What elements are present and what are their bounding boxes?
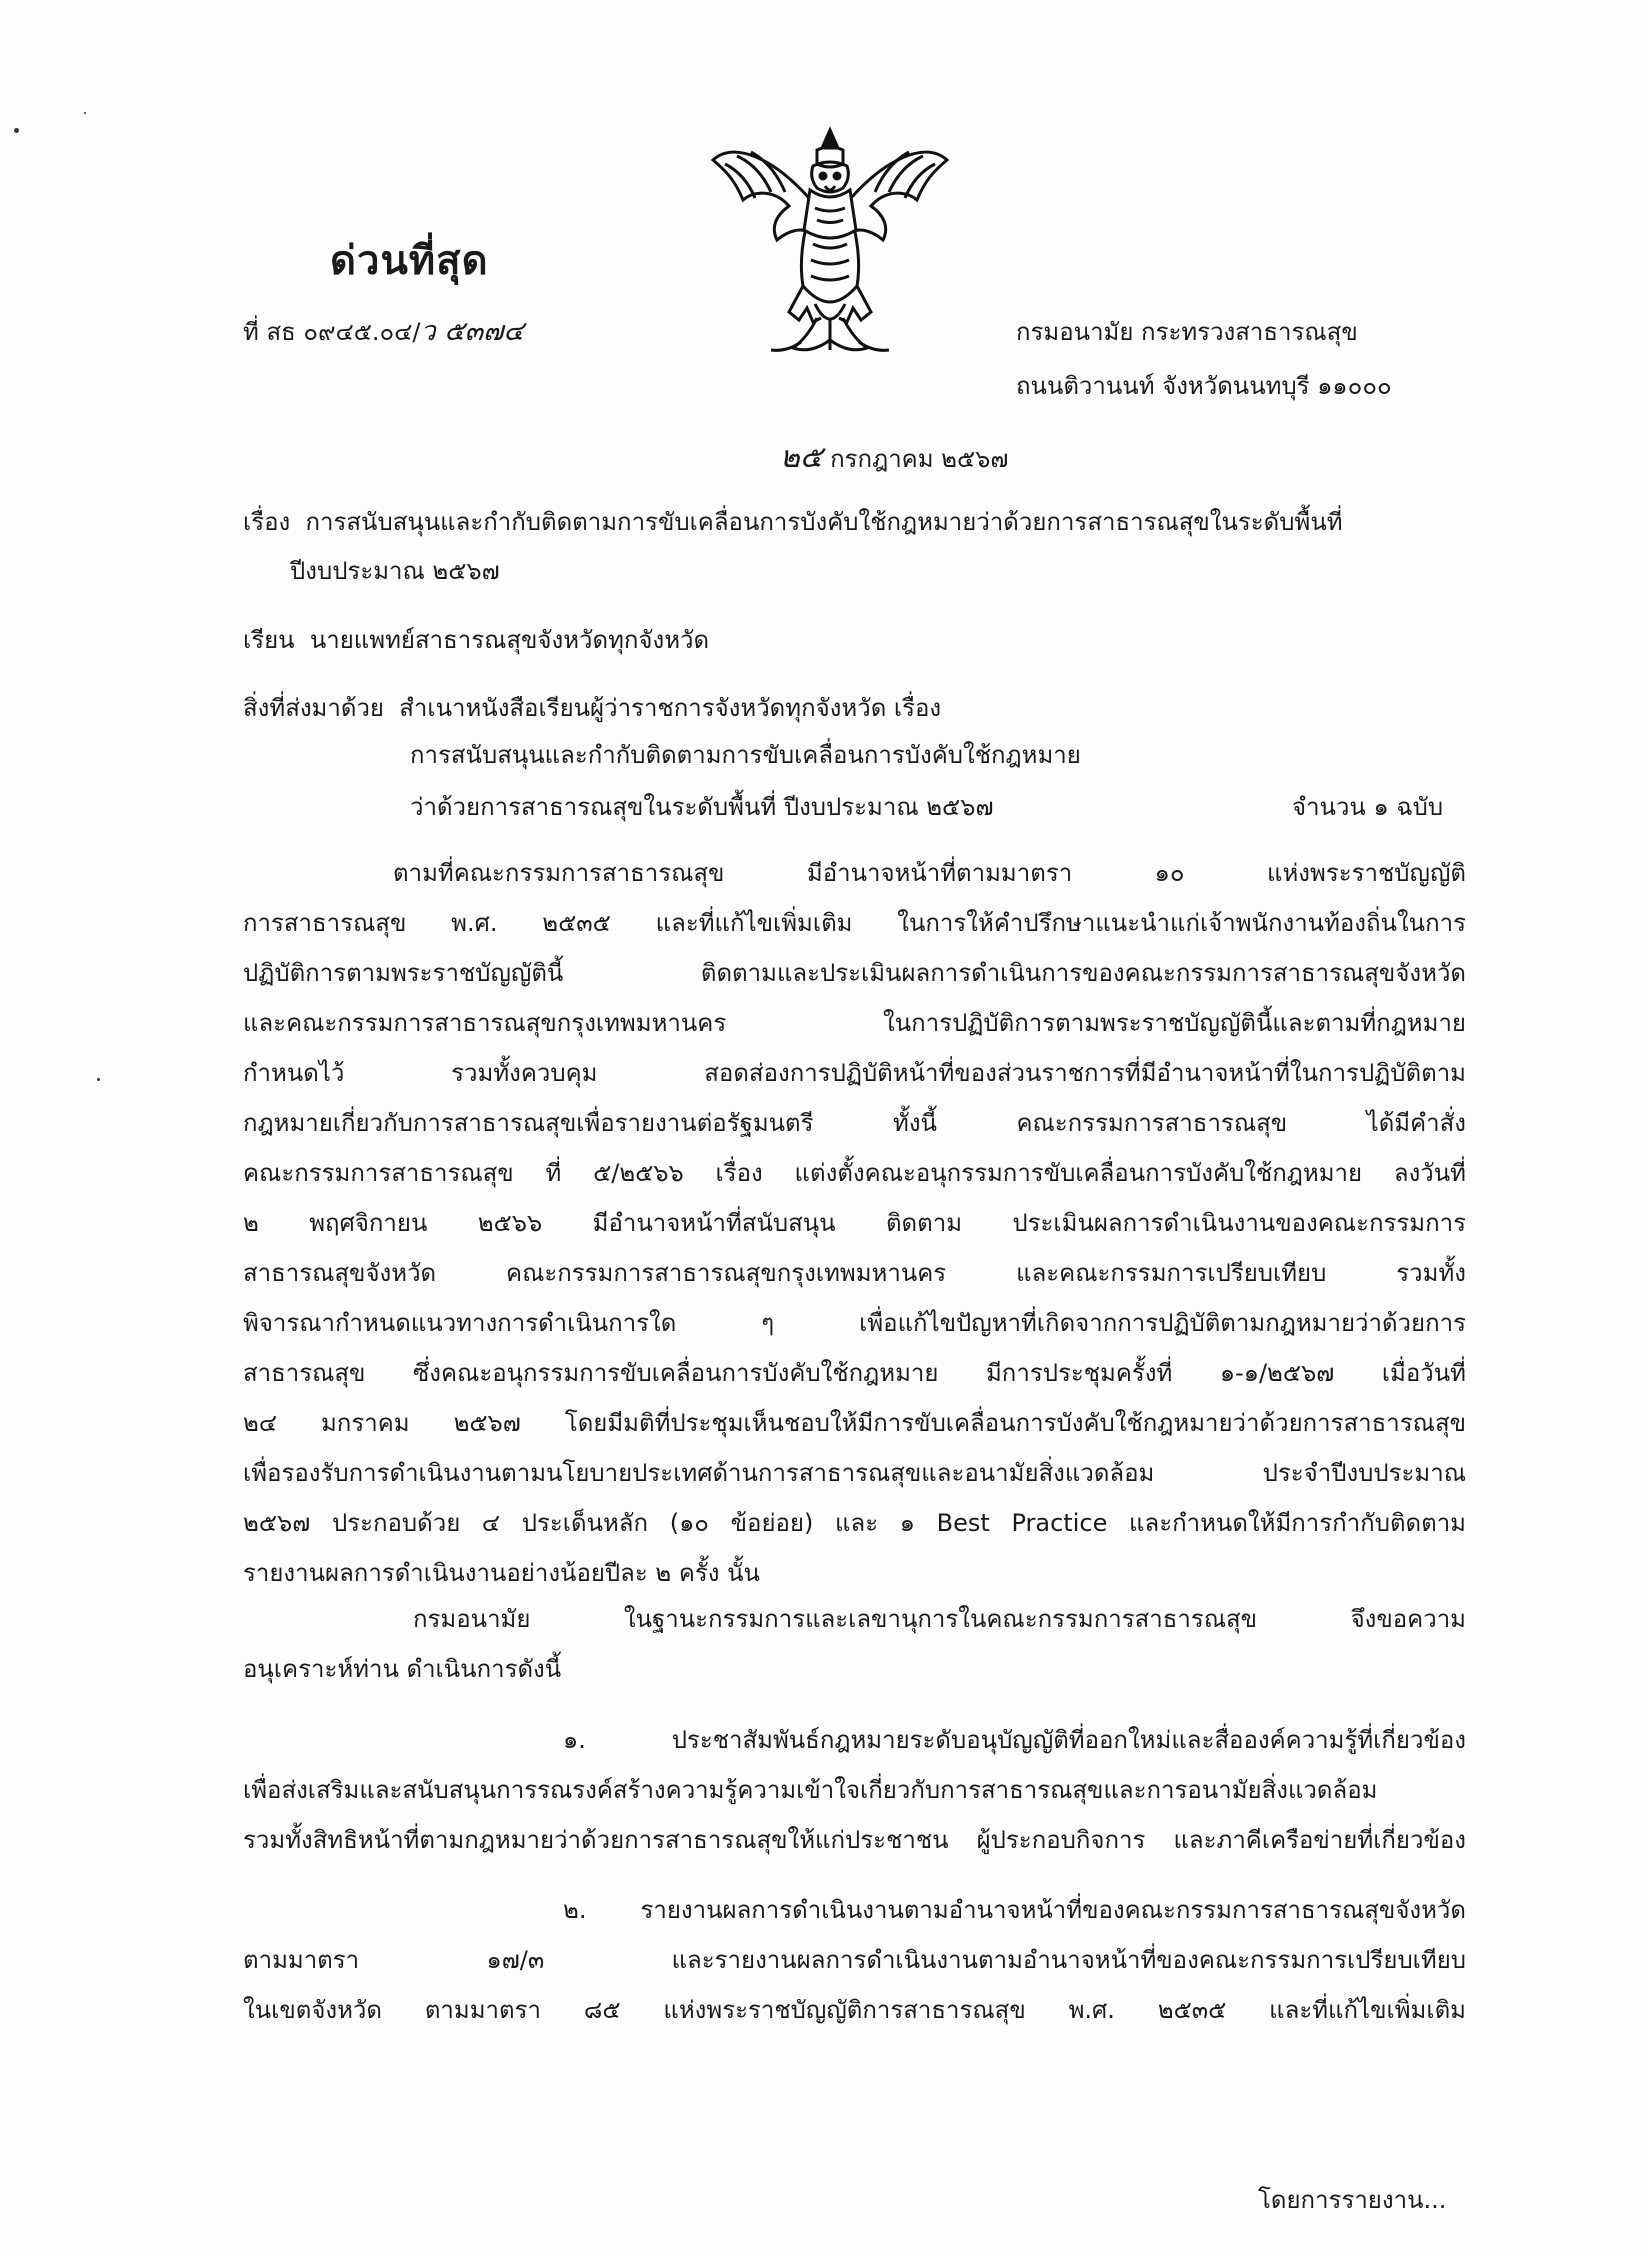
paragraph-line: ๒๕๖๗ ประกอบด้วย ๔ ประเด็นหลัก (๑๐ ข้อย่อย) และ ๑ Best Practice และกำหนดให้มีการกำกับติดตาม [243, 1509, 1466, 1537]
paragraph-line: เพื่อส่งเสริมและสนับสนุนการรณรงค์สร้างความรู้ความเข้าใจเกี่ยวกับการสาธารณสุขและการอนามัยสิ่งแวดล้อม [243, 1776, 1378, 1804]
document-number-handwritten: ว ๕๓๗๔ [420, 316, 524, 347]
paragraph-line: ๒ พฤศจิกายน ๒๕๖๖ มีอำนาจหน้าที่สนับสนุน ติดตาม ประเมินผลการดำเนินงานของคณะกรรมการ [243, 1209, 1466, 1237]
body-item-2 [243, 1885, 1466, 2035]
enclosure-text-line2: การสนับสนุนและกำกับติดตามการขับเคลื่อนการบังคับใช้กฎหมาย [410, 741, 1081, 769]
scan-speck [97, 1078, 100, 1081]
subject-text-line2: ปีงบประมาณ ๒๕๖๗ [290, 557, 500, 585]
paragraph-line: กำหนดไว้ รวมทั้งควบคุม สอดส่องการปฏิบัติหน้าที่ของส่วนราชการที่มีอำนาจหน้าที่ในการปฏิบัติตาม [243, 1059, 1466, 1087]
date-day-handwritten: ๒๕ [780, 440, 823, 475]
agency-address: ถนนติวานนท์ จังหวัดนนทบุรี ๑๑๐๐๐ [1016, 372, 1392, 400]
paragraph-line: สาธารณสุข ซึ่งคณะอนุกรรมการขับเคลื่อนการบังคับใช้กฎหมาย มีการประชุมครั้งที่ ๑-๑/๒๕๖๗ เมื่อวันที่ [243, 1359, 1466, 1387]
paragraph-line: รายงานผลการดำเนินงานอย่างน้อยปีละ ๒ ครั้ง นั้น [243, 1559, 760, 1587]
paragraph-line: และคณะกรรมการสาธารณสุขกรุงเทพมหานคร ในการปฏิบัติการตามพระราชบัญญัตินี้และตามที่กฎหมาย [243, 1009, 1466, 1037]
paragraph-line: เพื่อรองรับการดำเนินงานตามนโยบายประเทศด้านการสาธารณสุขและอนามัยสิ่งแวดล้อม ประจำปีงบประมาณ [243, 1459, 1466, 1487]
enclosure-line [243, 692, 941, 724]
recipient-line [243, 624, 709, 656]
paragraph-line: กรมอนามัย ในฐานะกรรมการและเลขานุการในคณะกรรมการสาธารณสุข จึงขอความ [413, 1605, 1466, 1633]
scan-speck [14, 128, 19, 133]
document-date [780, 442, 1008, 475]
garuda-emblem-icon [705, 120, 955, 370]
paragraph-line: ตามมาตรา ๑๗/๓ และรายงานผลการดำเนินงานตามอำนาจหน้าที่ของคณะกรรมการเปรียบเทียบ [243, 1946, 1466, 1974]
paragraph-line: ในเขตจังหวัด ตามมาตรา ๘๕ แห่งพระราชบัญญัติการสาธารณสุข พ.ศ. ๒๕๓๕ และที่แก้ไขเพิ่มเติม [243, 1996, 1466, 2024]
paragraph-line: รวมทั้งสิทธิหน้าที่ตามกฎหมายว่าด้วยการสาธารณสุขให้แก่ประชาชน ผู้ประกอบกิจการ และภาคีเครือข่ายที่เกี่ยวข้อง [243, 1826, 1466, 1854]
paragraph-line: ๑. ประชาสัมพันธ์กฎหมายระดับอนุบัญญัติที่ออกใหม่และสื่อองค์ความรู้ที่เกี่ยวข้อง [563, 1726, 1466, 1754]
enclosure-label: สิ่งที่ส่งมาด้วย [243, 694, 384, 722]
paragraph-line: พิจารณากำหนดแนวทางการดำเนินการใด ๆ เพื่อแก้ไขปัญหาที่เกิดจากการปฏิบัติตามกฎหมายว่าด้วยการ [243, 1309, 1466, 1337]
recipient-label: เรียน [243, 626, 295, 654]
paragraph-line: ๒๔ มกราคม ๒๕๖๗ โดยมีมติที่ประชุมเห็นชอบให้มีการขับเคลื่อนการบังคับใช้กฎหมายว่าด้วยการสาธารณสุข [243, 1409, 1466, 1437]
body-paragraph-2 [243, 1594, 1466, 1694]
document-number-prefix: ที่ สธ ๐๙๔๕.๐๔/ [243, 318, 421, 346]
paragraph-line: สาธารณสุขจังหวัด คณะกรรมการสาธารณสุขกรุงเทพมหานคร และคณะกรรมการเปรียบเทียบ รวมทั้ง [243, 1259, 1466, 1287]
enclosure-text-line1: สำเนาหนังสือเรียนผู้ว่าราชการจังหวัดทุกจังหวัด เรื่อง [399, 694, 942, 722]
paragraph-line: อนุเคราะห์ท่าน ดำเนินการดังนี้ [243, 1655, 562, 1683]
paragraph-line: คณะกรรมการสาธารณสุข ที่ ๕/๒๕๖๖ เรื่อง แต่งตั้งคณะอนุกรรมการขับเคลื่อนการบังคับใช้กฎหมาย ลงวันที่ [243, 1159, 1466, 1187]
subject-text-line1: การสนับสนุนและกำกับติดตามการขับเคลื่อนการบังคับใช้กฎหมายว่าด้วยการสาธารณสุขในระดับพื้นที่ [305, 508, 1343, 536]
date-month-year: กรกฎาคม ๒๕๖๗ [830, 445, 1009, 473]
enclosure-text-line3: ว่าด้วยการสาธารณสุขในระดับพื้นที่ ปีงบประมาณ ๒๕๖๗ [410, 793, 994, 821]
document-number [243, 316, 524, 348]
body-paragraph-1 [243, 848, 1466, 1598]
paragraph-line: กฎหมายเกี่ยวกับการสาธารณสุขเพื่อรายงานต่อรัฐมนตรี ทั้งนี้ คณะกรรมการสาธารณสุข ได้มีคำสั่ง [243, 1109, 1466, 1137]
urgency-stamp: ด่วนที่สุด [330, 238, 489, 284]
paragraph-line: ปฏิบัติการตามพระราชบัญญัตินี้ ติดตามและประเมินผลการดำเนินการของคณะกรรมการสาธารณสุขจังหวัด [243, 959, 1466, 987]
paragraph-line: การสาธารณสุข พ.ศ. ๒๕๓๕ และที่แก้ไขเพิ่มเติม ในการให้คำปรึกษาแนะนำแก่เจ้าพนักงานท้องถิ่นในการ [243, 909, 1466, 937]
paragraph-line: ๒. รายงานผลการดำเนินงานตามอำนาจหน้าที่ของคณะกรรมการสาธารณสุขจังหวัด [563, 1896, 1466, 1924]
issuing-agency: กรมอนามัย กระทรวงสาธารณสุข [1016, 318, 1358, 346]
paragraph-line: ตามที่คณะกรรมการสาธารณสุข มีอำนาจหน้าที่ตามมาตรา ๑๐ แห่งพระราชบัญญัติ [393, 859, 1466, 887]
recipient-text: นายแพทย์สาธารณสุขจังหวัดทุกจังหวัด [309, 626, 710, 654]
subject-label: เรื่อง [243, 508, 291, 536]
body-item-1 [243, 1715, 1466, 1865]
continuation-cue: โดยการรายงาน... [1258, 2186, 1447, 2214]
scan-speck [84, 112, 86, 114]
subject-line [243, 506, 1343, 538]
enclosure-count: จำนวน ๑ ฉบับ [1292, 793, 1444, 821]
